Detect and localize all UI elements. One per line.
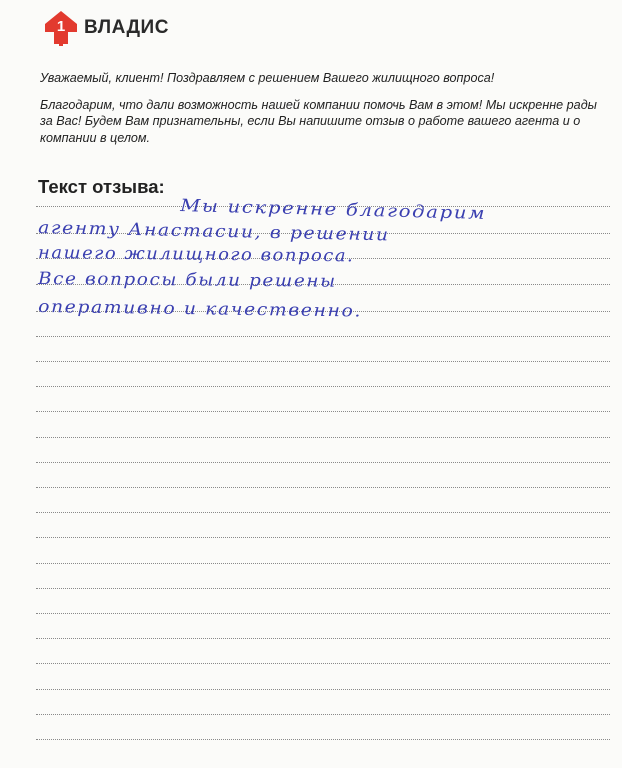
- ruled-line: [36, 411, 610, 412]
- ruled-line: [36, 537, 610, 538]
- ruled-lines: [36, 0, 610, 768]
- ruled-line: [36, 588, 610, 589]
- brand-name: ВЛАДИС: [84, 17, 169, 38]
- handwritten-line: оперативно и качественно.: [38, 297, 363, 322]
- ruled-line: [36, 613, 610, 614]
- ruled-line: [36, 487, 610, 488]
- handwritten-line: агенту Анастасии, в решении: [38, 218, 390, 246]
- ruled-line: [36, 336, 610, 337]
- handwritten-line: Мы искренне благодарим: [180, 196, 487, 225]
- ruled-line: [36, 689, 610, 690]
- ruled-line: [36, 361, 610, 362]
- review-heading: Текст отзыва:: [38, 176, 165, 197]
- intro-paragraph: Благодарим, что дали возможность нашей компании помочь Вам в этом! Мы искренне рады за Вас! Будем Вам признательны, если Вы напишите отзыв о работе вашего агента и о компании в целом.: [40, 97, 597, 145]
- logo-digit: 1: [56, 18, 66, 35]
- ruled-line: [36, 563, 610, 564]
- handwritten-line: нашего жилищного вопроса.: [38, 243, 355, 267]
- ruled-line: [36, 437, 610, 438]
- ruled-line: [36, 462, 610, 463]
- ruled-line: [36, 663, 610, 664]
- ruled-line: [36, 714, 610, 715]
- ruled-line: [36, 739, 610, 740]
- ruled-line: [36, 512, 610, 513]
- handwritten-line: Все вопросы были решены: [38, 269, 337, 292]
- ruled-line: [36, 638, 610, 639]
- greeting-line: Уважаемый, клиент! Поздравляем с решением Вашего жилищного вопроса!: [40, 71, 495, 85]
- ruled-line: [36, 386, 610, 387]
